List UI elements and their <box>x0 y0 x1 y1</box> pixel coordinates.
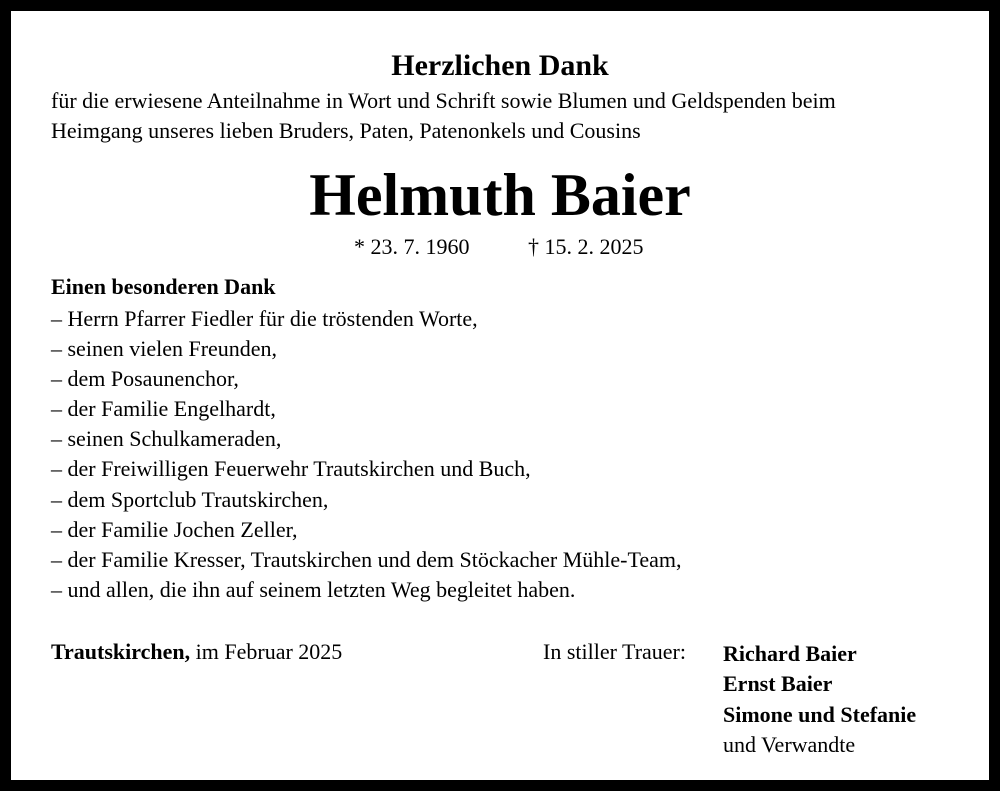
place-date <box>51 639 342 665</box>
thanks-item: – dem Sportclub Trautskirchen, <box>51 486 329 512</box>
thanks-title: Einen besonderen Dank <box>51 274 276 299</box>
thanks-item: – der Familie Engelhardt, <box>51 396 276 422</box>
thanks-list <box>51 304 682 605</box>
deceased-name: Helmuth Baier <box>309 162 691 228</box>
mourner-name: Richard Baier <box>723 641 857 666</box>
intro-line: Heimgang unseres lieben Bruders, Paten, Patenonkels und Cousins <box>51 118 641 143</box>
thanks-item: – der Familie Kresser, Trautskirchen und dem Stöckacher Mühle-Team, <box>51 546 682 572</box>
heading: Herzlichen Dank <box>391 49 609 82</box>
mourner-name: Ernst Baier <box>723 671 833 697</box>
notice-frame <box>11 11 989 780</box>
thanks-item: – seinen vielen Freunden, <box>51 336 278 362</box>
relatives: und Verwandte <box>723 731 856 757</box>
date: im Februar 2025 <box>190 639 343 664</box>
thanks-item: – und allen, die ihn auf seinem letzten Weg begleitet haben. <box>51 576 576 602</box>
mourner-name: Simone und Stefanie <box>723 701 917 727</box>
mourners-list <box>723 639 916 760</box>
birth-date: * 23. 7. 1960 <box>354 234 470 259</box>
death-date: † 15. 2. 2025 <box>528 234 644 259</box>
thanks-item: – dem Posaunenchor, <box>51 366 239 392</box>
thanks-item: – Herrn Pfarrer Fiedler für die tröstenden Worte, <box>51 306 478 331</box>
mourning-label: In stiller Trauer: <box>543 639 686 664</box>
thanks-item: – der Familie Jochen Zeller, <box>51 516 298 542</box>
thanks-item: – seinen Schulkameraden, <box>51 426 282 452</box>
intro-line: für die erwiesene Anteilnahme in Wort und Schrift sowie Blumen und Geldspenden beim <box>51 88 836 113</box>
thanks-item: – der Freiwilligen Feuerwehr Trautskirchen und Buch, <box>51 456 531 482</box>
intro-text <box>51 86 836 146</box>
place: Trautskirchen, <box>51 639 191 664</box>
